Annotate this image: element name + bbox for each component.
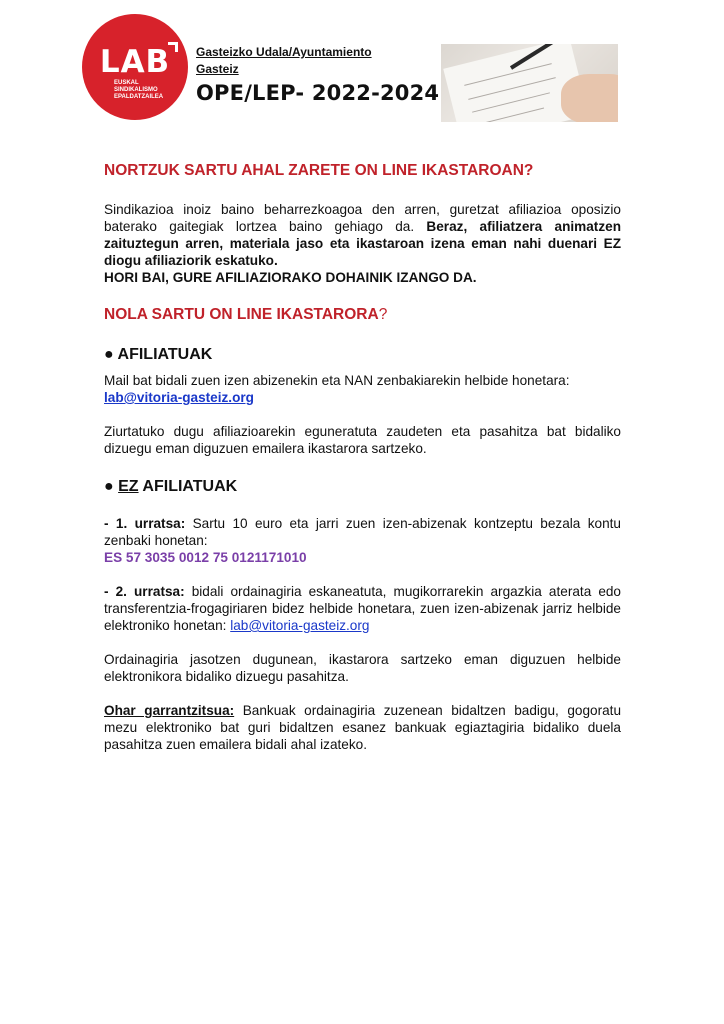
document-body bbox=[104, 162, 621, 753]
heading-non-members: ● EZ AFILIATUAK bbox=[104, 478, 238, 495]
non-members-email-link[interactable]: lab@vitoria-gasteiz.org bbox=[230, 618, 370, 633]
paragraph-members-mail: Mail bat bidali zuen izen abizenekin eta NAN zenbakiarekin helbide honetara: bbox=[104, 373, 570, 388]
writing-hand-photo bbox=[441, 44, 618, 122]
logo-corner-mark bbox=[168, 42, 178, 52]
page-header bbox=[0, 0, 724, 140]
heading-members: ● AFILIATUAK bbox=[104, 346, 213, 363]
logo-subtitle: EUSKAL SINDIKALISMO EPALDATZAILEA bbox=[114, 80, 164, 100]
paragraph-members-verify: Ziurtatuko dugu afiliazioarekin eguneratuta zaudeten eta pasahitza bat bidaliko dizuegu eman diguzuen emailera ikastarora sartzeko. bbox=[104, 424, 621, 456]
paragraph-step-1: - 1. urratsa: Sartu 10 euro eta jarri zuen izen-abizenak kontzeptu bezala kontu zenbaki honetan: bbox=[104, 516, 621, 548]
organization-name: Gasteizko Udala/Ayuntamiento Gasteiz bbox=[196, 45, 372, 76]
paragraph-password: Ordainagiria jasotzen dugunean, ikastarora sartzeko eman diguzuen helbide elektronikora bidaliko dizuegu pasahitza. bbox=[104, 652, 621, 684]
logo-wordmark: LAB bbox=[99, 44, 171, 80]
photo-hand bbox=[561, 74, 618, 122]
members-email-line bbox=[104, 389, 621, 406]
lab-logo bbox=[82, 14, 188, 120]
paragraph-step-2: - 2. urratsa: bidali ordainagiria eskaneatuta, mugikorrarekin argazkia aterata edo transferentzia-frogagiriaren bidez helbide honetara, zuen izen-abizenak jarriz helbide elektroniko honetan: lab@vitoria-gasteiz.org bbox=[104, 584, 621, 633]
document-title: OPE/LEP- 2022-2024 bbox=[196, 81, 440, 105]
paragraph-important-note: Ohar garrantzitsua: Bankuak ordainagiria zuzenean bidaltzen badigu, gogoratu mezu elektroniko bat guri bidaltzen esanez bankuak egiaztagiria bidaliko duela pasahitza zuen emailera bidali ahal izateko. bbox=[104, 703, 622, 752]
members-email-link[interactable]: lab@vitoria-gasteiz.org bbox=[104, 390, 254, 405]
bank-account-number: ES 57 3035 0012 75 0121171010 bbox=[104, 550, 307, 565]
paragraph-affiliation: Sindikazioa inoiz baino beharrezkoagoa den arren, guretzat afiliazioa oposizio baterako gaitegiak lortzea baino gehiago da. Beraz, afiliatzera animatzen zaituztegun arren, materiala jaso eta ikastaroan izena eman nahi duenari EZ diogu afiliaziorik eskatuko. bbox=[104, 202, 621, 268]
section-heading-who: NORTZUK SARTU AHAL ZARETE ON LINE IKASTAROAN? bbox=[104, 162, 534, 179]
section-heading-how: NOLA SARTU ON LINE IKASTARORA? bbox=[104, 306, 388, 323]
paragraph-free-affiliation: HORI BAI, GURE AFILIAZIORAKO DOHAINIK IZANGO DA. bbox=[104, 270, 477, 285]
